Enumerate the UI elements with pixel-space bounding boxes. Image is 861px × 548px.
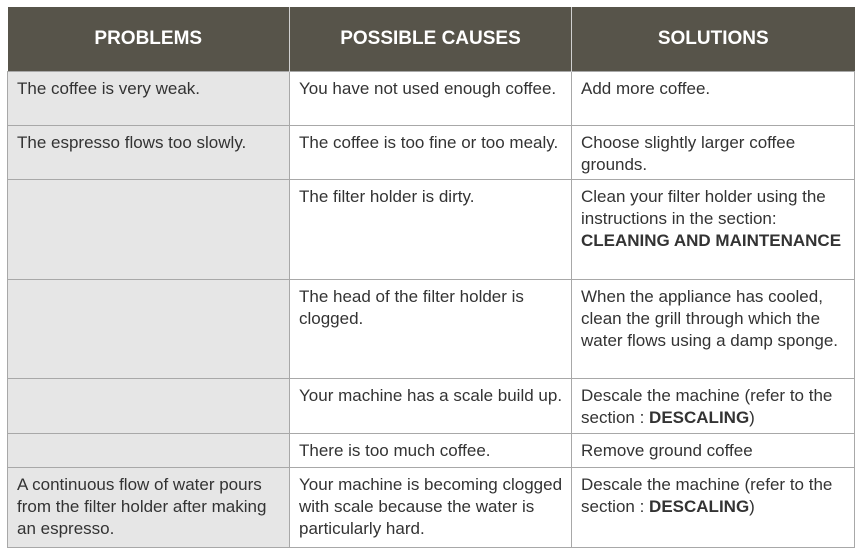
header-possible-causes: POSSIBLE CAUSES: [290, 7, 572, 72]
solution-section-ref: DESCALING: [649, 497, 750, 516]
cause-cell: There is too much coffee.: [290, 434, 572, 468]
table-row: [8, 72, 855, 126]
solution-cell: Add more coffee.: [572, 72, 855, 126]
table-row: [8, 434, 855, 468]
solution-text: Descale the machine (refer to the section :: [581, 475, 833, 516]
table-row: [8, 379, 855, 434]
cause-cell: The filter holder is dirty.: [290, 180, 572, 280]
solution-cell: Remove ground coffee: [572, 434, 855, 468]
cause-cell: Your machine has a scale build up.: [290, 379, 572, 434]
solution-section-ref: CLEANING AND MAINTENANCE: [581, 231, 842, 250]
solution-text: Clean your filter holder using the instructions in the section:: [581, 187, 826, 228]
header-solutions: SOLUTIONS: [572, 7, 855, 72]
solution-text: Descale the machine (refer to the section :: [581, 386, 833, 427]
solution-section-ref: DESCALING: [649, 408, 750, 427]
problem-cell: The coffee is very weak.: [8, 72, 290, 126]
cause-cell: The head of the filter holder is clogged.: [290, 280, 572, 379]
cause-cell: You have not used enough coffee.: [290, 72, 572, 126]
solution-text-end: ): [749, 497, 755, 516]
problem-cell-empty: [8, 180, 290, 280]
cause-cell: The coffee is too fine or too mealy.: [290, 126, 572, 180]
solution-cell: [572, 379, 855, 434]
table-row: [8, 180, 855, 280]
table-row: [8, 468, 855, 548]
table-row: [8, 126, 855, 180]
header-problems: PROBLEMS: [8, 7, 290, 72]
solution-cell: [572, 468, 855, 548]
solution-text-end: ): [749, 408, 755, 427]
problem-cell: A continuous flow of water pours from the filter holder after making an espresso.: [8, 468, 290, 548]
problem-cell-empty: [8, 434, 290, 468]
problem-cell-empty: [8, 379, 290, 434]
header-row: [8, 7, 855, 72]
solution-cell: When the appliance has cooled, clean the grill through which the water flows using a damp sponge.: [572, 280, 855, 379]
cause-cell: Your machine is becoming clogged with scale because the water is particularly hard.: [290, 468, 572, 548]
solution-cell: Choose slightly larger coffee grounds.: [572, 126, 855, 180]
problem-cell-empty: [8, 280, 290, 379]
solution-cell: [572, 180, 855, 280]
problem-cell: The espresso flows too slowly.: [8, 126, 290, 180]
table-row: [8, 280, 855, 379]
troubleshooting-table: [7, 7, 855, 548]
